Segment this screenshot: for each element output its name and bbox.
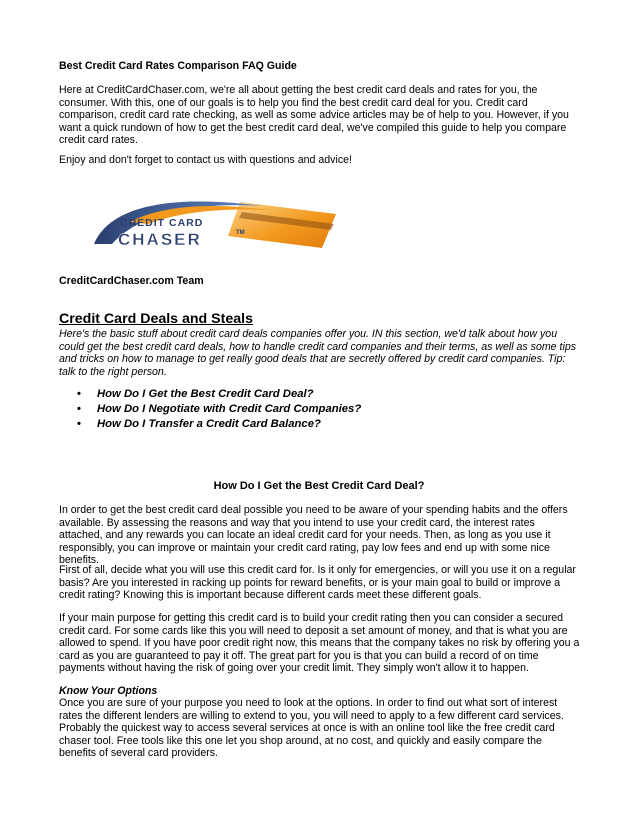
logo-text-line1: CREDIT CARD	[120, 217, 204, 229]
section-intro: Here's the basic stuff about credit card deals companies offer you. IN this section, we'd talk about how you could get the best credit card deals, how to handle credit card companies and their terms, as well as some tips and tricks on how to manage to get really good deals that are secretly offered by credit card companies. Tip: talk to the right person.	[59, 328, 577, 378]
doc-title: Best Credit Card Rates Comparison FAQ Guide	[59, 60, 297, 72]
contact-line: Enjoy and don't forget to contact us with questions and advice!	[59, 154, 352, 166]
faq-link-best-deal[interactable]: • How Do I Get the Best Credit Card Deal?	[77, 388, 314, 400]
article-paragraph-1: In order to get the best credit card deal possible you need to be aware of your spending habits and the offers available. By assessing the reasons and way that you intend to use your credit card, the interest rates attached, and any rewards you can locate an ideal credit card for your needs. Then, as long as you use it responsibly, you can improve or maintain your credit card rating, pay low fees and end up with some nice benefits.	[59, 504, 568, 567]
section-title: Credit Card Deals and Steals	[59, 311, 253, 327]
article-paragraph-3: If your main purpose for getting this credit card is to build your credit rating then you can consider a secured credit card. For some cards like this you will need to deposit a set amount of money, and that is what you are allowed to spend. If you have poor credit right now, this means that the company takes no risk by offering you a card as you are guaranteed to pay it off. The great part for you is that you can build a record of on time payments without having the risk of going over your credit limit. They simply won't allow it to happen.	[59, 612, 580, 675]
credit-card-chaser-logo	[90, 192, 344, 254]
faq-link-negotiate[interactable]: • How Do I Negotiate with Credit Card Companies?	[77, 403, 362, 415]
subheading-know-your-options: Know Your Options	[59, 685, 158, 697]
bullet: •	[77, 403, 81, 415]
article-paragraph-4: Once you are sure of your purpose you need to look at the options. In order to find out what sort of interest rates the different lenders are willing to extend to you, you will need to apply to a few different card services. Probably the quickest way to access several services at once is with an online tool like the free credit card chaser tool. Free tools like this one let you shop around, at no cost, and quickly and easily compare the benefits of several card providers.	[59, 697, 564, 760]
logo-text-line2: CHASER	[118, 230, 202, 249]
intro-paragraph: Here at CreditCardChaser.com, we're all about getting the best credit card deals and rates for you, the consumer. With this, one of our goals is to help you find the best credit card deal for you. Credit card comparison, credit card rate checking, as well as some advice articles may be of help to you. However, if you want a quick rundown of how to get the best credit card deal, we've compiled this guide to help you compare credit card rates.	[59, 84, 569, 147]
article-title: How Do I Get the Best Credit Card Deal?	[213, 480, 425, 492]
faq-link-transfer-balance[interactable]: • How Do I Transfer a Credit Card Balance?	[77, 418, 321, 430]
bullet: •	[77, 418, 81, 430]
team-signature: CreditCardChaser.com Team	[59, 275, 204, 287]
faq-link-list	[59, 387, 361, 432]
bullet: •	[77, 388, 81, 400]
article-paragraph-2: First of all, decide what you will use this credit card for. Is it only for emergencies, or will you use it on a regular basis? Are you interested in racking up points for reward benefits, or is your main goal to build or improve a credit rating? Knowing this is important because different cards meet these different goals.	[59, 564, 576, 602]
logo-trademark: TM	[236, 230, 245, 236]
